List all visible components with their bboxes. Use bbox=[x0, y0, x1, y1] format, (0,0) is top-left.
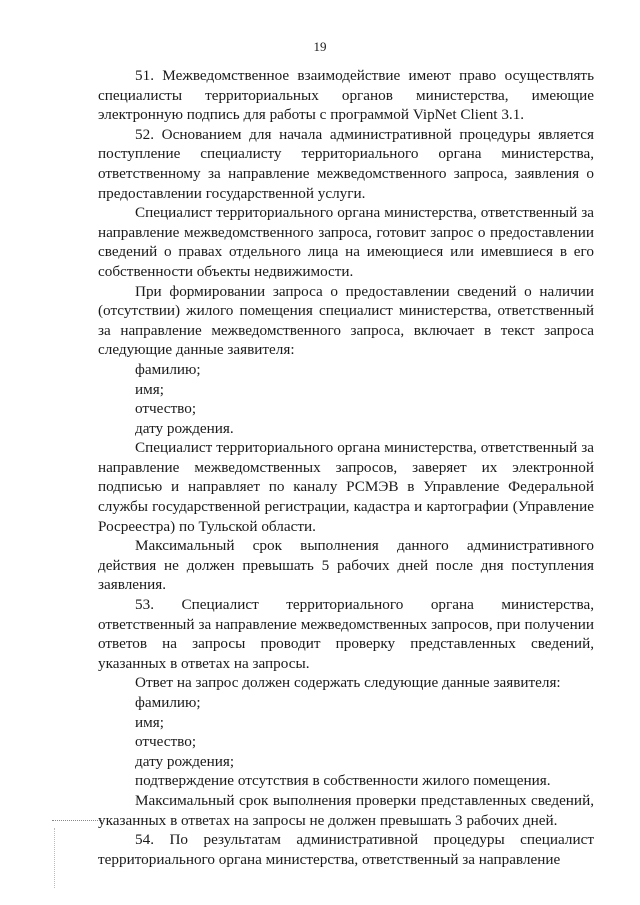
para-53: 53. Специалист территориального органа министерства, ответственный за направление межведомственных запросов, при получении ответов на запросы проводит проверку представленных сведений, указанных в ответах на запросы. bbox=[98, 596, 594, 672]
para-max-term-3: Максимальный срок выполнения проверки представленных сведений, указанных в ответах на запросы не должен превышать 3 рабочих дней. bbox=[98, 791, 594, 829]
scan-margin-mark bbox=[52, 820, 102, 822]
list-item-name-2: имя; bbox=[135, 713, 164, 731]
list-intro-answer: Ответ на запрос должен содержать следующие данные заявителя: bbox=[135, 674, 561, 692]
scan-margin-tick bbox=[54, 828, 56, 888]
list-item-patronymic-2: отчество; bbox=[135, 733, 197, 751]
list-item-surname-2: фамилию; bbox=[135, 694, 201, 711]
para-54: 54. По результатам административной процедуры специалист территориального органа министерства, ответственный за направление bbox=[98, 831, 594, 868]
list-item-confirmation: подтверждение отсутствия в собственности жилого помещения. bbox=[135, 772, 551, 790]
para-max-term-5: Максимальный срок выполнения данного административного действия не должен превышать 5 рабочих дней после дня поступления заявления. bbox=[98, 537, 594, 594]
document-body bbox=[98, 66, 594, 869]
para-51: 51. Межведомственное взаимодействие имеют право осуществлять специалисты территориальных органов министерства, имеющие электронную подпись для работы с программой VipNet Client 3.1. bbox=[98, 67, 594, 124]
list-item-patronymic-1: отчество; bbox=[135, 400, 197, 418]
para-52: 52. Основанием для начала административной процедуры является поступление специалисту территориального органа министерства, ответственному за направление межведомственного запроса, заявления о предоставлении государственной услуги. bbox=[98, 125, 594, 202]
para-request-forming: При формировании запроса о предоставлении сведений о наличии (отсутствии) жилого помещения специалист министерства, ответственный за направление межведомственного запроса, включает в текст запроса следующие данные заявителя: bbox=[98, 282, 594, 359]
para-specialist-signs: Специалист территориального органа министерства, ответственный за направление межведомственных запросов, заверяет их электронной подписью и направляет по каналу РСМЭВ в Управление Федеральной службы государственной регистрации, кадастра и картографии (Управление Росреестра) по Тульской области. bbox=[98, 439, 594, 535]
page-number: 19 bbox=[313, 39, 327, 54]
list-item-birthdate-1: дату рождения. bbox=[135, 419, 234, 437]
list-item-birthdate-2: дату рождения; bbox=[135, 752, 235, 770]
para-specialist-prepares: Специалист территориального органа министерства, ответственный за направление межведомственного запроса, готовит запрос о предоставлении сведений о правах отдельного лица на имеющиеся или имевшиеся в его собственности объекты недвижимости. bbox=[98, 204, 594, 280]
list-item-name-1: имя; bbox=[135, 380, 164, 398]
list-item-surname-1: фамилию; bbox=[135, 360, 201, 378]
